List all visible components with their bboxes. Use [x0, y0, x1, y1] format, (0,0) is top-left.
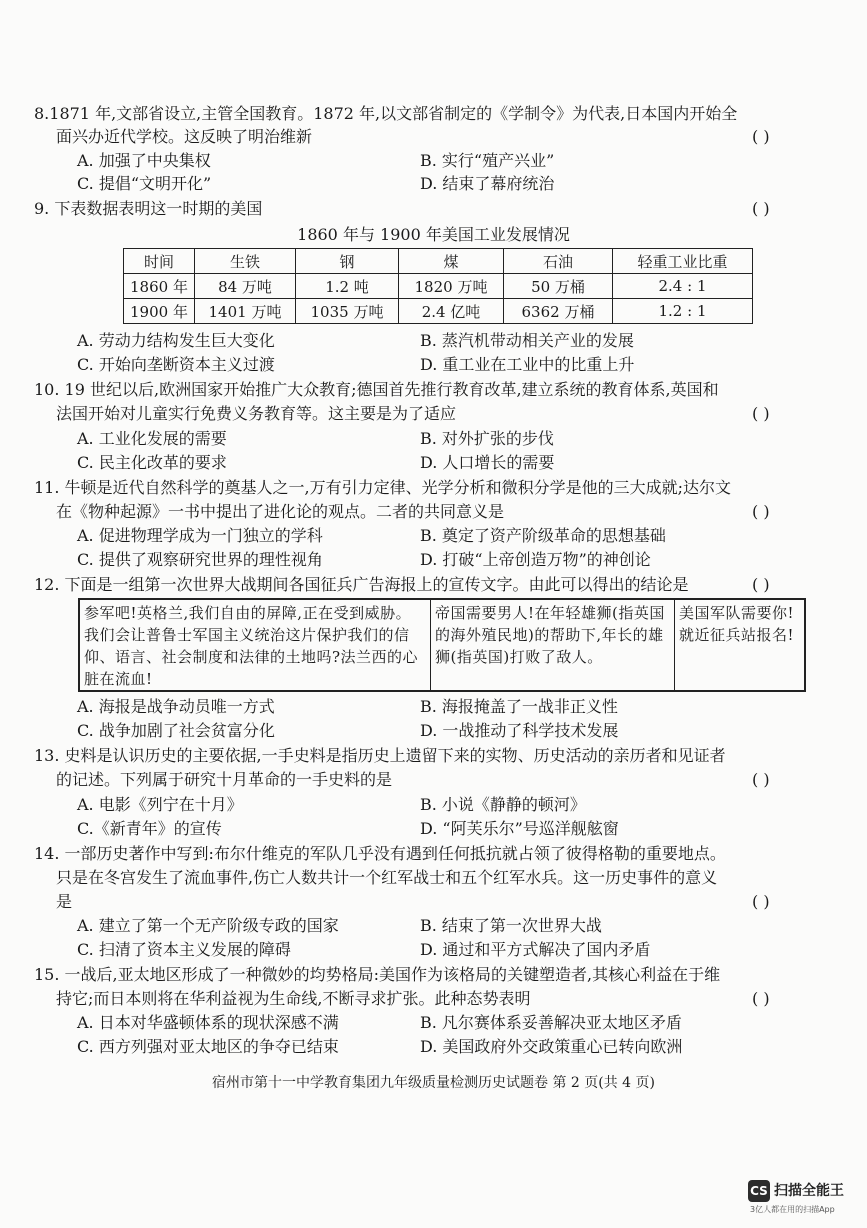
q8-stem-line1: 8.1871 年,文部省设立,主管全国教育。1872 年,以文部省制定的《学制令》为代表,日本国内开始全 [34, 104, 738, 123]
q14-option-a: A. 建立了第一个无产阶级专政的国家 [77, 916, 339, 935]
table-header-cell: 煤 [399, 249, 504, 274]
q8-option-b: B. 实行“殖产兴业” [420, 151, 555, 170]
q8-answer-bracket: ( ) [752, 127, 770, 146]
table-cell: 1900 年 [124, 299, 195, 324]
q11-stem-line1: 11. 牛顿是近代自然科学的奠基人之一,万有引力定律、光学分析和微积分学是他的三大成就;达尔文 [34, 478, 732, 497]
q9-table-title: 1860 年与 1900 年美国工业发展情况 [297, 225, 570, 244]
q8-stem-line2: 面兴办近代学校。这反映了明治维新 [56, 127, 313, 146]
table-cell: 1.2 吨 [296, 274, 399, 299]
table-cell: 1860 年 [124, 274, 195, 299]
q11-stem-line2: 在《物种起源》一书中提出了进化论的观点。二者的共同意义是 [56, 502, 505, 521]
q10-stem-line1: 10. 19 世纪以后,欧洲国家开始推广大众教育;德国首先推行教育改革,建立系统的教育体系,英国和 [34, 380, 719, 399]
q15-answer-bracket: ( ) [752, 989, 770, 1008]
table-cell: 84 万吨 [195, 274, 296, 299]
q11-answer-bracket: ( ) [752, 502, 770, 521]
table-cell: 50 万桶 [504, 274, 613, 299]
table-cell: 1035 万吨 [296, 299, 399, 324]
page-footer: 宿州市第十一中学教育集团九年级质量检测历史试题卷 第 2 页(共 4 页) [212, 1075, 655, 1091]
q15-option-b: B. 凡尔赛体系妥善解决亚太地区矛盾 [420, 1013, 682, 1032]
q13-option-c: C.《新青年》的宣传 [77, 819, 222, 838]
q9-option-c: C. 开始向垄断资本主义过渡 [77, 355, 275, 374]
q10-option-c: C. 民主化改革的要求 [77, 453, 227, 472]
q12-option-b: B. 海报掩盖了一战非正义性 [420, 697, 618, 716]
table-cell: 1401 万吨 [195, 299, 296, 324]
q12-answer-bracket: ( ) [752, 575, 770, 594]
q8-option-d: D. 结束了幕府统治 [420, 174, 555, 193]
table-cell: 1820 万吨 [399, 274, 504, 299]
q13-stem-line2: 的记述。下列属于研究十月革命的一手史料的是 [56, 770, 393, 789]
q12-stem-line1: 12. 下面是一组第一次世界大战期间各国征兵广告海报上的宣传文字。由此可以得出的结论是 [34, 575, 689, 594]
q9-option-d: D. 重工业在工业中的比重上升 [420, 355, 635, 374]
q13-option-d: D. “阿芙乐尔”号巡洋舰舷窗 [420, 819, 619, 838]
q12-poster-empire-text: 帝国需要男人!在年轻雄狮(指英国的海外殖民地)的帮助下,年长的雄狮(指英国)打败了敌人。 [430, 600, 674, 690]
q13-option-b: B. 小说《静静的顿河》 [420, 795, 586, 814]
q12-poster-usa-text: 美国军队需要你!就近征兵站报名! [674, 600, 804, 690]
q8-option-c: C. 提倡“文明开化” [77, 174, 212, 193]
q14-stem-line2: 只是在冬宫发生了流血事件,伤亡人数共计一个红军战士和五个红军水兵。这一历史事件的意义 [56, 868, 718, 887]
q12-option-d: D. 一战推动了科学技术发展 [420, 721, 619, 740]
q11-option-b: B. 奠定了资产阶级革命的思想基础 [420, 526, 666, 545]
q14-option-c: C. 扫清了资本主义发展的障碍 [77, 940, 291, 959]
q10-stem-line2: 法国开始对儿童实行免费义务教育等。这主要是为了适应 [56, 404, 457, 423]
table-header-cell: 轻重工业比重 [613, 249, 753, 274]
q11-option-c: C. 提供了观察研究世界的理性视角 [77, 550, 323, 569]
q10-option-b: B. 对外扩张的步伐 [420, 429, 554, 448]
q12-poster-britain-text: 参军吧!英格兰,我们自由的屏障,正在受到威胁。我们会让普鲁士军国主义统治这片保护我们的信仰、语言、社会制度和法律的土地吗?法兰西的心脏在流血! [84, 604, 419, 688]
q12-option-a: A. 海报是战争动员唯一方式 [77, 697, 275, 716]
table-row [124, 274, 753, 299]
q13-option-a: A. 电影《列宁在十月》 [77, 795, 243, 814]
table-header-cell: 石油 [504, 249, 613, 274]
q13-stem-line1: 13. 史料是认识历史的主要依据,一手史料是指历史上遗留下来的实物、历史活动的亲历者和见证者 [34, 746, 726, 765]
table-header-row [124, 249, 753, 274]
q14-stem-line1: 14. 一部历史著作中写到:布尔什维克的军队几乎没有遇到任何抵抗就占领了彼得格勒的重要地点。 [34, 844, 726, 863]
table-cell: 2.4 : 1 [613, 274, 753, 299]
q15-stem-line2: 持它;而日本则将在华利益视为生命线,不断寻求扩张。此种态势表明 [56, 989, 531, 1008]
q10-option-a: A. 工业化发展的需要 [77, 429, 227, 448]
q12-option-c: C. 战争加剧了社会贫富分化 [77, 721, 275, 740]
table-cell: 2.4 亿吨 [399, 299, 504, 324]
table-cell: 1.2 : 1 [613, 299, 753, 324]
table-header-cell: 生铁 [195, 249, 296, 274]
q15-stem-line1: 15. 一战后,亚太地区形成了一种微妙的均势格局:美国作为该格局的关键塑造者,其核心利益在于维 [34, 965, 721, 984]
table-cell: 6362 万桶 [504, 299, 613, 324]
q12-poster-table [78, 598, 806, 692]
table-header-cell: 时间 [124, 249, 195, 274]
q9-option-a: A. 劳动力结构发生巨大变化 [77, 331, 275, 350]
q8-option-a: A. 加强了中央集权 [77, 151, 211, 170]
q14-option-d: D. 通过和平方式解决了国内矛盾 [420, 940, 651, 959]
q9-answer-bracket: ( ) [752, 199, 770, 218]
q10-option-d: D. 人口增长的需要 [420, 453, 555, 472]
q13-answer-bracket: ( ) [752, 770, 770, 789]
q9-stem-line1: 9. 下表数据表明这一时期的美国 [34, 199, 263, 218]
q9-industry-table [123, 248, 753, 324]
q11-option-a: A. 促进物理学成为一门独立的学科 [77, 526, 323, 545]
q10-answer-bracket: ( ) [752, 404, 770, 423]
table-header-cell: 钢 [296, 249, 399, 274]
q15-option-c: C. 西方列强对亚太地区的争夺已结束 [77, 1037, 339, 1056]
q15-option-d: D. 美国政府外交政策重心已转向欧洲 [420, 1037, 683, 1056]
brand-tagline: 3亿人都在用的扫描App [750, 1205, 835, 1214]
q11-option-d: D. 打破“上帝创造万物”的神创论 [420, 550, 651, 569]
q15-option-a: A. 日本对华盛顿体系的现状深感不满 [77, 1013, 339, 1032]
q9-option-b: B. 蒸汽机带动相关产业的发展 [420, 331, 634, 350]
brand-name: 扫描全能王 [774, 1183, 844, 1199]
q14-answer-bracket: ( ) [752, 892, 770, 911]
camscanner-logo-icon: CS [748, 1180, 770, 1202]
table-row [124, 299, 753, 324]
q14-option-b: B. 结束了第一次世界大战 [420, 916, 602, 935]
q14-stem-line3: 是 [56, 892, 73, 911]
